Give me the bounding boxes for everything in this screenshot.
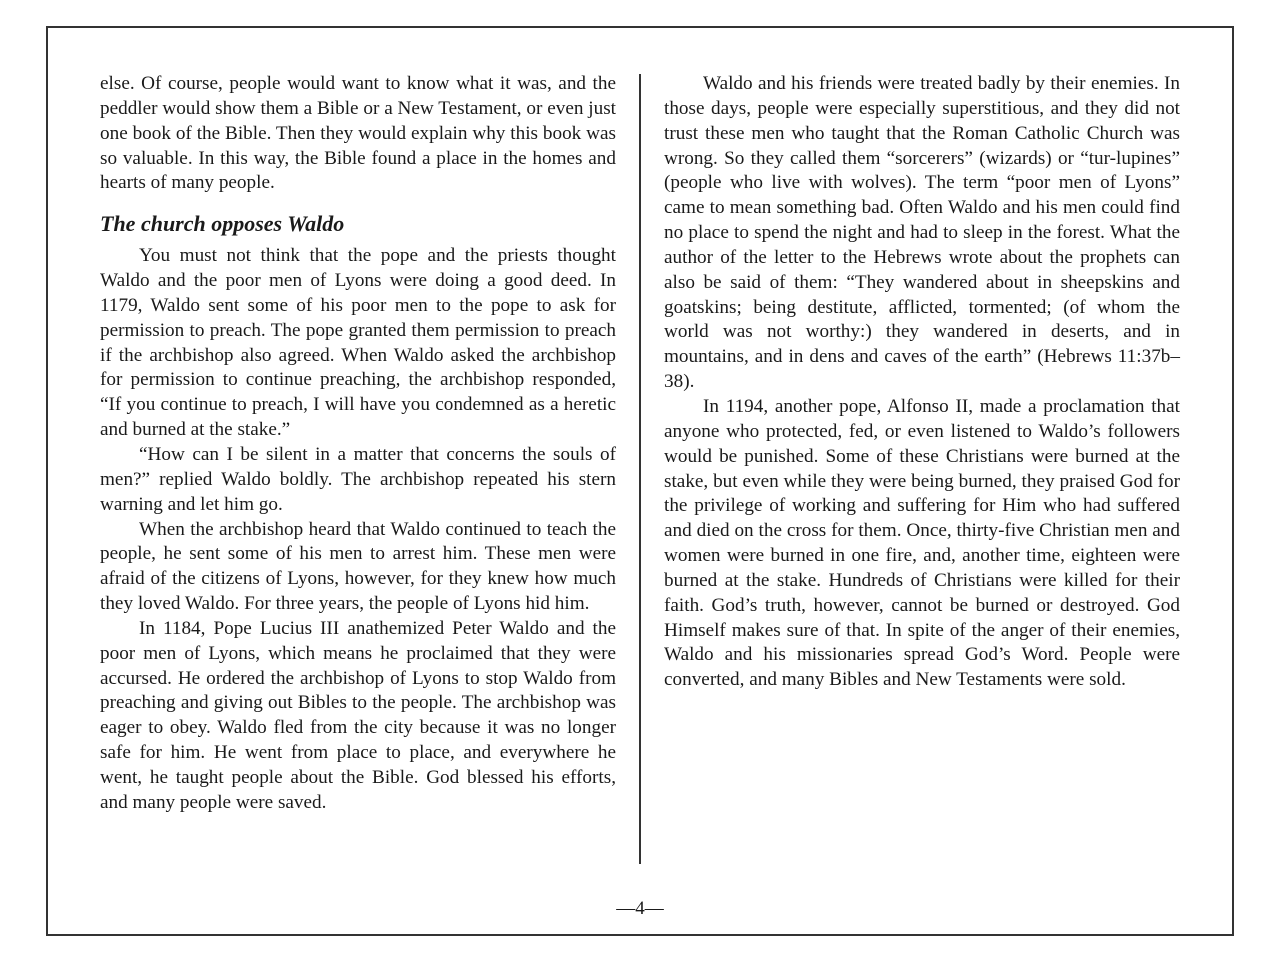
paragraph: Waldo and his friends were treated badly by their enemies. In those days, people were especially superstitious, and they did not trust these men who taught that the Roman Catholic Church was wrong. So they called them “sorcerers” (wizards) or “tur-lupines” (people who live with wolves). The term “poor men of Lyons” came to mean something bad. Often Waldo and his men could find no place to spend the night and had to sleep in the forest. What the author of the letter to the Hebrews wrote about the prophets can also be said of them: “They wandered about in sheepskins and goatskins; being destitute, afflicted, tormented; (of whom the world was not worthy:) they wandered in deserts, and in mountains, and in dens and caves of the earth” (Hebrews 11:37b–38). bbox=[664, 73, 1180, 393]
paragraph: When the archbishop heard that Waldo continued to teach the people, he sent some of his men to arrest him. These men were afraid of the citizens of Lyons, however, for they knew how much they loved Waldo. For three years, the people of Lyons hid him. bbox=[100, 518, 616, 615]
paragraph: You must not think that the pope and the priests thought Waldo and the poor men of Lyons were doing a good deed. In 1179, Waldo sent some of his poor men to the pope to ask for permission to preach. The pope granted them permission to preach if the archbishop also agreed. When Waldo asked the archbishop for permission to continue preaching, the archbishop responded, “If you continue to preach, I will have you condemned as a heretic and burned at the stake.” bbox=[100, 245, 616, 441]
paragraph: In 1184, Pope Lucius III anathemized Peter Waldo and the poor men of Lyons, which means he proclaimed that they were accursed. He ordered the archbishop of Lyons to stop Waldo from preaching and giving out Bibles to the people. The archbishop was eager to obey. Waldo fled from the city because it was no longer safe for him. He went from place to place, and everywhere he went, he taught people about the Bible. God blessed his efforts, and many people were saved. bbox=[100, 617, 616, 813]
section-heading: The church opposes Waldo bbox=[100, 211, 345, 237]
paragraph: In 1194, another pope, Alfonso II, made a proclamation that anyone who protected, fed, or even listened to Waldo’s followers would be punished. Some of these Christians were burned at the stake, but even while they were being burned, they praised God for the privilege of working and suffering for Him who had suffered and died on the cross for them. Once, thirty-five Christian men and women were burned in one fire, and, another time, eighteen were burned at the stake. Hundreds of Christians were killed for their faith. God’s truth, however, cannot be burned or destroyed. God Himself makes sure of that. In spite of the anger of their enemies, Waldo and his missionaries spread God’s Word. People were converted, and many Bibles and New Testaments were sold. bbox=[664, 395, 1180, 691]
paragraph: “How can I be silent in a matter that concerns the souls of men?” replied Waldo boldly. The archbishop repeated his stern warning and let him go. bbox=[100, 443, 616, 515]
column-divider bbox=[639, 74, 641, 864]
paragraph-continuation: else. Of course, people would want to know what it was, and the peddler would show them a Bible or a New Testament, or even just one book of the Bible. Then they would explain why this book was so valuable. In this way, the Bible found a place in the homes and hearts of many people. bbox=[100, 73, 616, 194]
left-column bbox=[100, 72, 616, 816]
right-column bbox=[664, 72, 1180, 693]
page-number: —4— bbox=[616, 898, 664, 919]
